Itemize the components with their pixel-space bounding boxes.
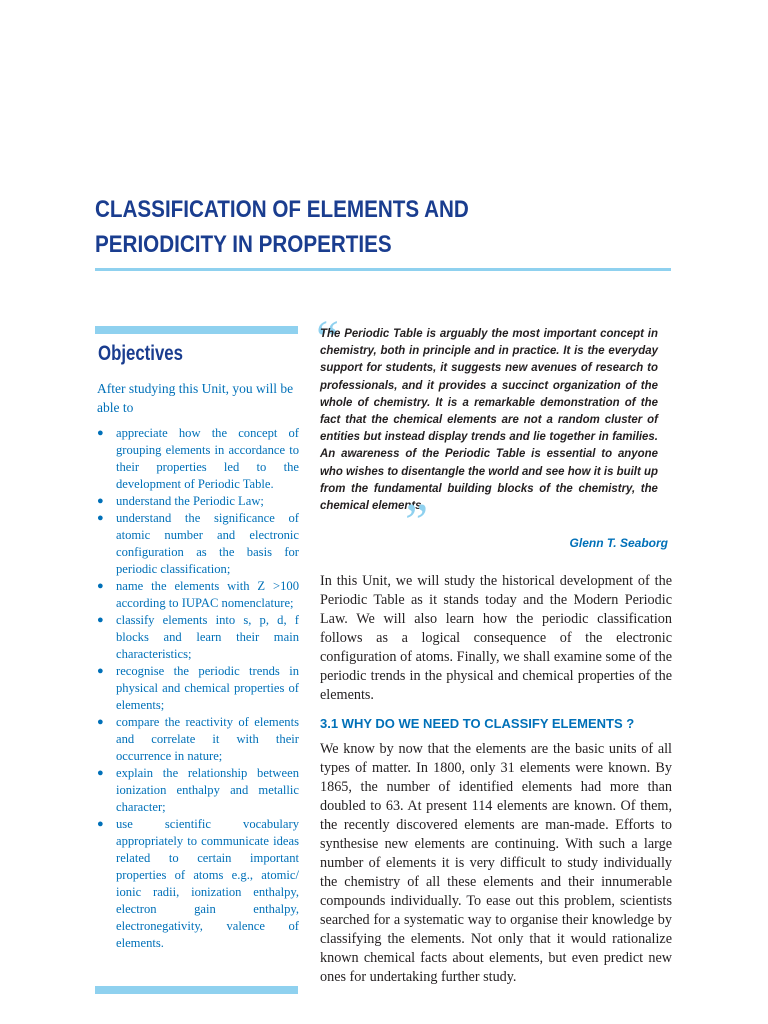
quote-attribution: Glenn T. Seaborg xyxy=(569,536,668,550)
objective-item xyxy=(97,816,299,952)
objectives-intro: After studying this Unit, you will be able to xyxy=(97,381,294,415)
objectives-bottom-bar xyxy=(95,986,298,994)
objective-item xyxy=(97,612,299,663)
chapter-title-line-1: CLASSIFICATION OF ELEMENTS AND xyxy=(95,196,469,223)
objectives-list xyxy=(97,425,299,952)
open-quote-mark: “ xyxy=(316,311,340,368)
bullet-icon: ● xyxy=(97,767,104,779)
bullet-icon: ● xyxy=(97,614,104,626)
bullet-icon: ● xyxy=(97,665,104,677)
intro-paragraph: In this Unit, we will study the historical development of the Periodic Table as it stands today and the Modern Periodic Law. We will also learn how the periodic classification follows as a logical consequence of the electronic configuration of atoms. Finally, we shall examine some of the periodic trends in the physical and chemical properties of the elements. xyxy=(320,573,672,703)
bullet-icon: ● xyxy=(97,818,104,830)
objective-item xyxy=(97,493,299,510)
quote-text: The Periodic Table is arguably the most important concept in chemistry, both in principle and in practice. It is the everyday support for students, it suggests new avenues of research to professionals, and it provides a succinct organization of the whole of chemistry. It is a remarkable demonstration of the fact that the chemical elements are not a random cluster of entities but instead display trends and lie together in families. An awareness of the Periodic Table is essential to anyone who wishes to disentangle the world and see how it is built up from the fundamental building blocks of the chemistry, the chemical elements. xyxy=(320,326,658,513)
title-divider xyxy=(95,268,671,271)
objective-text: understand the Periodic Law; xyxy=(116,494,264,508)
objective-text: use scientific vocabulary appropriately to communicate ideas related to certain important properties of atoms e.g., atomic/ ionic radii, ionization enthalpy, electron gain enthalpy, electronegativity, valence of elements. xyxy=(116,817,299,950)
bullet-icon: ● xyxy=(97,495,104,507)
objective-item xyxy=(97,663,299,714)
chapter-title-line-2: PERIODICITY IN PROPERTIES xyxy=(95,231,392,258)
objective-item xyxy=(97,425,299,493)
objective-text: classify elements into s, p, d, f blocks and learn their main characteristics; xyxy=(116,613,299,661)
objective-item xyxy=(97,578,299,612)
objective-text: explain the relationship between ionization enthalpy and metallic character; xyxy=(116,766,299,814)
bullet-icon: ● xyxy=(97,580,104,592)
objectives-top-bar xyxy=(95,326,298,334)
objective-text: understand the significance of atomic number and electronic configuration as the basis for periodic classification; xyxy=(116,511,299,576)
objectives-heading: Objectives xyxy=(98,342,183,365)
objective-text: compare the reactivity of elements and correlate it with their occurrence in nature; xyxy=(116,715,299,763)
chapter-title xyxy=(95,192,611,262)
close-quote-mark: ” xyxy=(405,494,429,551)
bullet-icon: ● xyxy=(97,716,104,728)
objective-text: recognise the periodic trends in physical and chemical properties of elements; xyxy=(116,664,299,712)
objective-text: name the elements with Z >100 according to IUPAC nomenclature; xyxy=(116,579,299,610)
bullet-icon: ● xyxy=(97,427,104,439)
objective-item xyxy=(97,765,299,816)
section-paragraph: We know by now that the elements are the basic units of all types of matter. In 1800, only 31 elements were known. By 1865, the number of identified elements had more than doubled to 63. At present 114 elements are known. Of them, the recently discovered elements are man-made. Efforts to synthesise new elements are continuing. With such a large number of elements it is very difficult to study individually the chemistry of all these elements and their innumerable compounds individually. To ease out this problem, scientists searched for a systematic way to organise their knowledge by classifying the elements. Not only that it would rationalize known chemical facts about elements, but even predict new ones for undertaking further study. xyxy=(320,741,672,985)
objective-text: appreciate how the concept of grouping elements in accordance to their properties led to the development of Periodic Table. xyxy=(116,426,299,491)
section-heading: 3.1 WHY DO WE NEED TO CLASSIFY ELEMENTS ? xyxy=(320,716,635,731)
objective-item xyxy=(97,510,299,578)
bullet-icon: ● xyxy=(97,512,104,524)
objective-item xyxy=(97,714,299,765)
